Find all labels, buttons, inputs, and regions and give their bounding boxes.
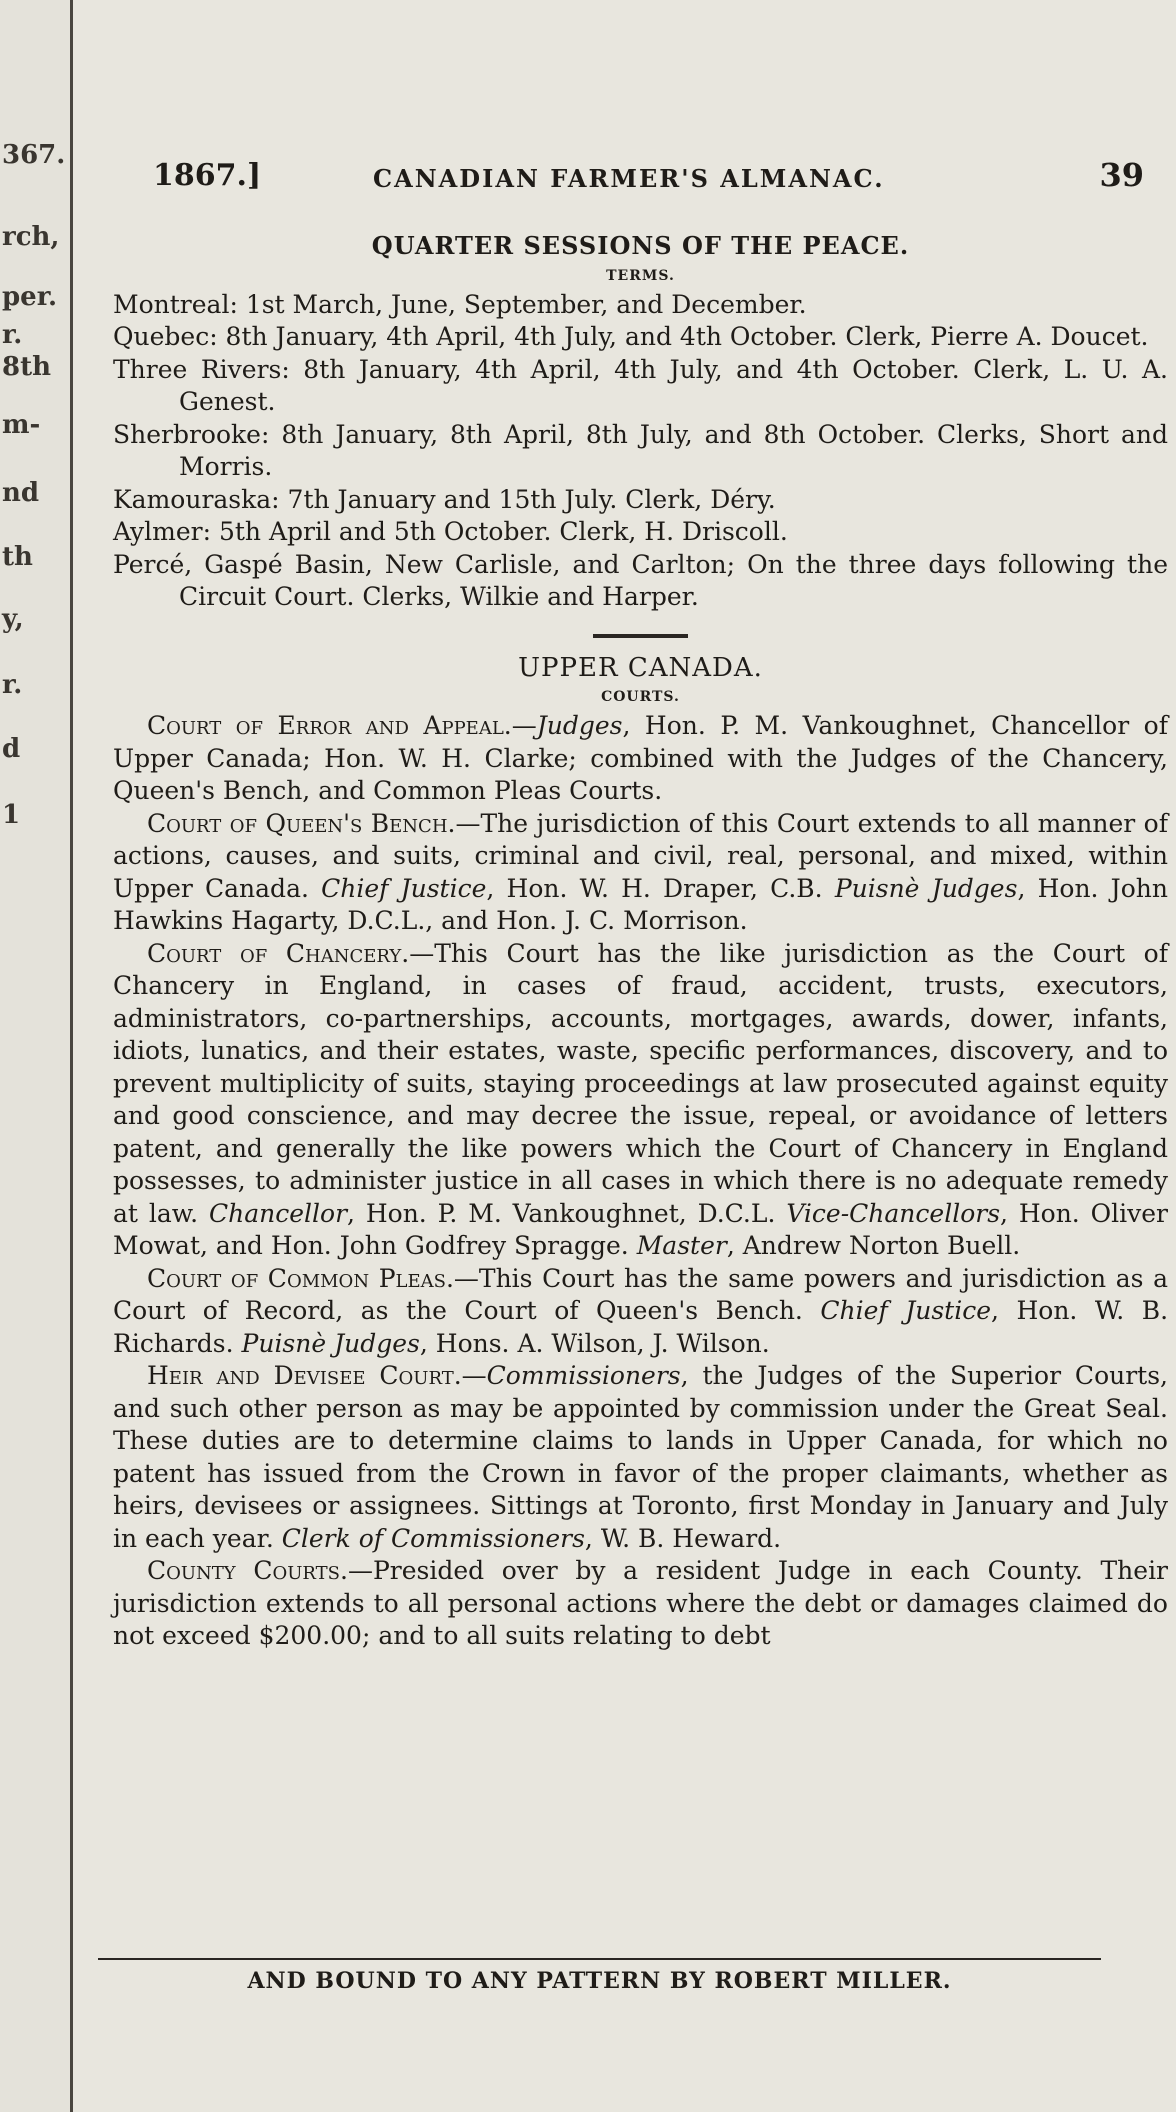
prev-page-fragment: rch, [2,222,60,252]
court-name: Heir and Devisee Court. [147,1361,462,1390]
paragraph-text: , Hons. A. Wilson, J. Wilson. [419,1328,770,1358]
prev-page-fragment: per. [2,282,58,312]
paragraph-text: , Hon. P. M. Vankoughnet, Chancellor of Upper Canada; Hon. W. H. Clarke; combined with the Judges of the Chancery, Queen's Bench, and Common Pleas Courts. [113,711,1168,805]
paragraph-text: , Hon. W. B. Richards. [113,1296,1169,1358]
court-name: Court of Chancery. [147,938,410,968]
term-entry: Montreal: 1st March, June, September, and December. [113,289,807,319]
footer-rule [98,1958,1101,1960]
prev-page-fragment: m- [2,410,41,440]
courts-subheading: COURTS. [601,689,680,705]
paragraph-text: The jurisdiction of this Court extends to all manner of actions, causes, and suits, criminal and civil, real, personal, and mixed, within Upper Canada. [113,808,1168,903]
court-paragraph: County Courts.—Presided over by a resident Judge in each County. Their jurisdiction extends to all personal actions where the debt or damages claimed do not exceed $200.00; and to all suits relating to debt [113,1556,1169,1650]
previous-page-edge [0,0,73,2112]
paragraph-text: , Hon. W. H. Draper, C.B. [486,873,823,903]
court-name: Court of Common Pleas. [147,1263,454,1293]
officer-role: Judges [536,711,623,740]
paragraph-text: , Hon. John Hawkins Hagarty, D.C.L., and Hon. J. C. Morrison. [113,873,1168,935]
officer-role: Chief Justice [820,1296,992,1325]
court-paragraph: Court of Chancery.—This Court has the like jurisdiction as the Court of Chancery in England, in cases of fraud, accident, trusts, executors, administrators, co-partnerships, accounts, mortgages, awards, dower, infants, idiots, lunatics, and their estates, waste, specific performances, discovery, and to prevent multiplicity of suits, staying proceedings at law prosecuted against equity and good conscience, and may decree the issue, repeal, or avoidance of letters patent, and generally the like powers which the Court of Chancery in England possesses, to administer justice in all cases in which there is no adequate remedy at law. Chancellor, Hon. P. M. Vankoughnet, D.C.L. Vice-Chancellors, Hon. Oliver Mowat, and Hon. John Godfrey Spragge. Master, Andrew Norton Buell. [113,938,1168,1260]
court-paragraph: Court of Common Pleas.—This Court has the same powers and jurisdiction as a Court of Record, as the Court of Queen's Bench. Chief Justice, Hon. W. B. Richards. Puisnè Judges, Hons. A. Wilson, J. Wilson. [113,1263,1169,1358]
paragraph-text: , the Judges of the Superior Courts, and such other person as may be appointed by commission under the Great Seal. These duties are to determine claims to lands in Upper Canada, for which no patent has issued from the Crown in favor of the proper claimants, whether as heirs, devisees or assignees. Sittings at Toronto, first Monday in January and July in each year. [113,1361,1168,1553]
court-name: Court of Queen's Bench. [147,808,456,838]
prev-page-fragment: 8th [2,352,52,382]
paragraph-text: , Hon. Oliver Mowat, and Hon. John Godfrey Spragge. [113,1198,1168,1260]
officer-role: Chancellor [209,1198,348,1228]
term-entry: Three Rivers: 8th January, 4th April, 4th July, and 4th October. Clerk, L. U. A. Genest. [113,354,1168,416]
section-divider [593,634,688,638]
terms-subheading: TERMS. [606,267,675,284]
prev-page-fragment: r. [2,670,23,700]
prev-page-fragment: r. [2,320,23,350]
page-number: 39 [1099,156,1144,194]
term-entry: Quebec: 8th January, 4th April, 4th July, and 4th October. Clerk, Pierre A. Doucet. [113,322,1149,351]
running-header [113,158,1168,198]
paragraph-text: , Andrew Norton Buell. [726,1231,1021,1260]
quarter-sessions-heading: QUARTER SESSIONS OF THE PEACE. [371,231,910,260]
court-name: County Courts. [147,1556,348,1585]
prev-page-fragment: d [2,734,21,764]
paragraph-text: , Hon. P. M. Vankoughnet, D.C.L. [347,1198,776,1228]
officer-role: Vice-Chancellors [786,1198,1001,1228]
footer-imprint: AND BOUND TO ANY PATTERN BY ROBERT MILLER. [247,1968,952,1994]
term-entry: Percé, Gaspé Basin, New Carlisle, and Carlton; On the three days following the Circuit Court. Clerks, Wilkie and Harper. [113,549,1168,611]
officer-role: Chief Justice [321,873,487,903]
upper-canada-heading: UPPER CANADA. [518,652,763,683]
court-name: Court of Error and Appeal. [147,711,512,740]
paragraph-text: Presided over by a resident Judge in each County. Their jurisdiction extends to all personal actions where the debt or damages claimed do not exceed $200.00; and to all suits relating to debt [113,1556,1169,1650]
prev-page-fragment: 367. [2,140,66,170]
term-entry: Kamouraska: 7th January and 15th July. Clerk, Déry. [113,484,776,514]
page-content [113,230,1168,1653]
paragraph-text: This Court has the like jurisdiction as the Court of Chancery in England, in cases of fraud, accident, trusts, executors, administrators, co-partnerships, accounts, mortgages, awards, dower, infants, idiots, lunatics, and their estates, waste, specific performances, discovery, and to prevent multiplicity of suits, staying proceedings at law prosecuted against equity and good conscience, and may decree the issue, repeal, or avoidance of letters patent, and generally the like powers which the Court of Chancery in England possesses, to administer justice in all cases in which there is no adequate remedy at law. [113,938,1168,1228]
officer-role: Commissioners [486,1361,681,1390]
almanac-page [73,0,1176,2112]
paragraph-text: , W. B. Heward. [584,1523,782,1553]
paragraph-text: This Court has the same powers and jurisdiction as a Court of Record, as the Court of Queen's Bench. [113,1263,1168,1325]
court-paragraph: Court of Queen's Bench.—The jurisdiction of this Court extends to all manner of actions, causes, and suits, criminal and civil, real, personal, and mixed, within Upper Canada. Chief Justice, Hon. W. H. Draper, C.B. Puisnè Judges, Hon. John Hawkins Hagarty, D.C.L., and Hon. J. C. Morrison. [113,808,1168,935]
header-year: 1867.] [153,158,262,193]
term-entry: Aylmer: 5th April and 5th October. Clerk, H. Driscoll. [113,517,788,546]
officer-role: Master [636,1231,727,1260]
header-title: CANADIAN FARMER'S ALMANAC. [373,164,885,193]
officer-role: Puisnè Judges [241,1328,420,1358]
officer-role: Clerk of Commissioners [281,1523,585,1553]
court-paragraph: Heir and Devisee Court.—Commissioners, the Judges of the Superior Courts, and such other person as may be appointed by commission under the Great Seal. These duties are to determine claims to lands in Upper Canada, for which no patent has issued from the Crown in favor of the proper claimants, whether as heirs, devisees or assignees. Sittings at Toronto, first Monday in January and July in each year. Clerk of Commissioners, W. B. Heward. [113,1361,1168,1553]
prev-page-fragment: y, [2,604,24,634]
prev-page-fragment: th [2,542,33,572]
prev-page-fragment: 1 [2,800,21,830]
officer-role: Puisnè Judges [834,873,1018,903]
term-entry: Sherbrooke: 8th January, 8th April, 8th July, and 8th October. Clerks, Short and Morris. [113,419,1168,481]
prev-page-fragment: nd [2,478,40,508]
court-paragraph: Court of Error and Appeal.—Judges, Hon. P. M. Vankoughnet, Chancellor of Upper Canada; Hon. W. H. Clarke; combined with the Judges of the Chancery, Queen's Bench, and Common Pleas Courts. [113,711,1168,805]
